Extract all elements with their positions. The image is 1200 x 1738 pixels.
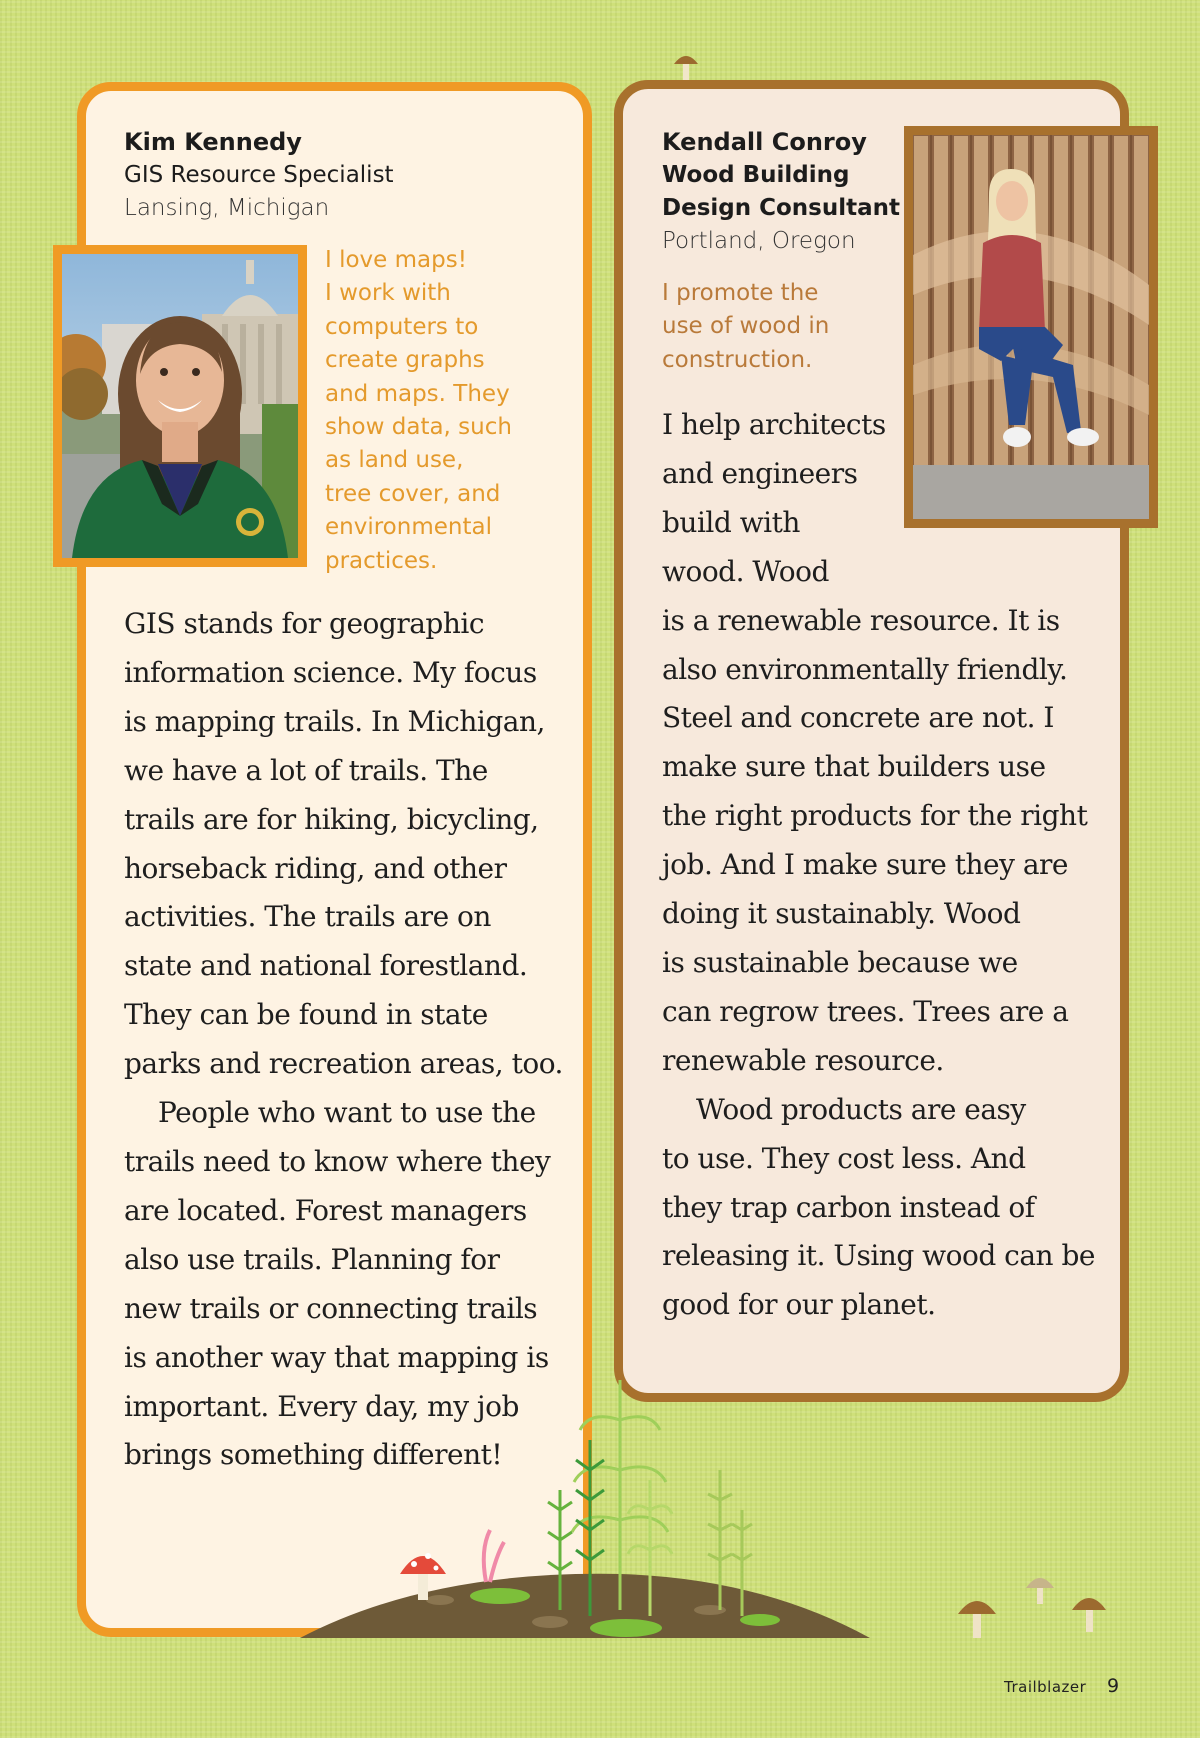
body-line: doing it sustainably. Wood (662, 897, 1021, 931)
pink-fungus-icon (484, 1530, 504, 1582)
body-line: horseback riding, and other (124, 851, 507, 885)
body-line: build with (662, 505, 800, 539)
body-line: new trails or connecting trails (124, 1291, 538, 1325)
mushroom-top-icon (672, 52, 700, 82)
body-line: is mapping trails. In Michigan, (124, 704, 545, 738)
body-line: we have a lot of trails. The (124, 753, 488, 787)
body-line: information science. My focus (124, 655, 537, 689)
body-line: parks and recreation areas, too. (124, 1047, 563, 1081)
quote-line: and maps. They (325, 380, 510, 407)
body-line: wood. Wood (662, 554, 829, 588)
body-line: good for our planet. (662, 1288, 936, 1322)
magazine-name: Trailblazer (1004, 1678, 1087, 1696)
body-line: is a renewable resource. It is (662, 603, 1060, 637)
profile-name: Kim Kennedy (124, 128, 302, 156)
mushrooms-bottom-right-icon (950, 1570, 1120, 1650)
body-line: can regrow trees. Trees are a (662, 994, 1069, 1028)
body-line: GIS stands for geographic (124, 607, 485, 640)
body-line: Wood products are easy (696, 1092, 1026, 1126)
quote-line: use of wood in (662, 313, 830, 340)
profile-role: Design Consultant (662, 195, 900, 221)
body-line: People who want to use the (158, 1096, 536, 1130)
body-line: also environmentally friendly. (662, 652, 1068, 686)
body-text-right (662, 401, 1095, 1330)
body-line: they trap carbon instead of (662, 1190, 1035, 1224)
body-line: the right products for the right (662, 799, 1088, 833)
photo-kim-kennedy (53, 245, 307, 567)
quote-line: computers to (325, 313, 479, 340)
body-line: to use. They cost less. And (662, 1141, 1026, 1175)
quote-right (662, 277, 829, 377)
body-line: job. And I make sure they are (662, 848, 1068, 882)
profile-name: Kendall Conroy (662, 128, 867, 156)
quote-line: create graphs (325, 347, 485, 374)
body-line: also use trails. Planning for (124, 1242, 500, 1276)
quote-line: environmental (325, 514, 492, 541)
body-line: trails need to know where they (124, 1144, 551, 1178)
body-line: make sure that builders use (662, 750, 1046, 784)
body-line: releasing it. Using wood can be (662, 1239, 1095, 1273)
body-line: are located. Forest managers (124, 1193, 527, 1227)
profile-role: Wood Building (662, 162, 850, 188)
body-line: I help architects (662, 408, 886, 441)
body-line: Steel and concrete are not. I (662, 701, 1054, 735)
body-line: They can be found in state (124, 998, 488, 1032)
body-line: renewable resource. (662, 1043, 944, 1077)
body-text-left (124, 600, 563, 1480)
profile-header-left (124, 126, 394, 225)
body-line: and engineers (662, 456, 858, 490)
quote-left (325, 244, 512, 578)
body-line: activities. The trails are on (124, 900, 491, 934)
profile-role: GIS Resource Specialist (124, 162, 394, 188)
quote-line: practices. (325, 547, 438, 574)
body-line: trails are for hiking, bicycling, (124, 802, 539, 836)
body-line: state and national forestland. (124, 949, 528, 983)
quote-line: I promote the (662, 280, 819, 306)
body-line: important. Every day, my job (124, 1389, 519, 1423)
body-line: is sustainable because we (662, 945, 1018, 979)
body-line: is another way that mapping is (124, 1340, 549, 1374)
page-number: 9 (1107, 1675, 1120, 1697)
profile-location: Lansing, Michigan (124, 195, 330, 221)
quote-line: I work with (325, 280, 451, 307)
forest-floor-illustration (290, 1360, 910, 1650)
quote-line: show data, such (325, 414, 512, 441)
profile-header-right (662, 126, 900, 258)
quote-line: construction. (662, 346, 813, 373)
profile-location: Portland, Oregon (662, 228, 856, 254)
quote-line: I love maps! (325, 247, 467, 273)
quote-line: as land use, (325, 447, 464, 474)
quote-line: tree cover, and (325, 480, 501, 507)
body-line: brings something different! (124, 1438, 503, 1472)
